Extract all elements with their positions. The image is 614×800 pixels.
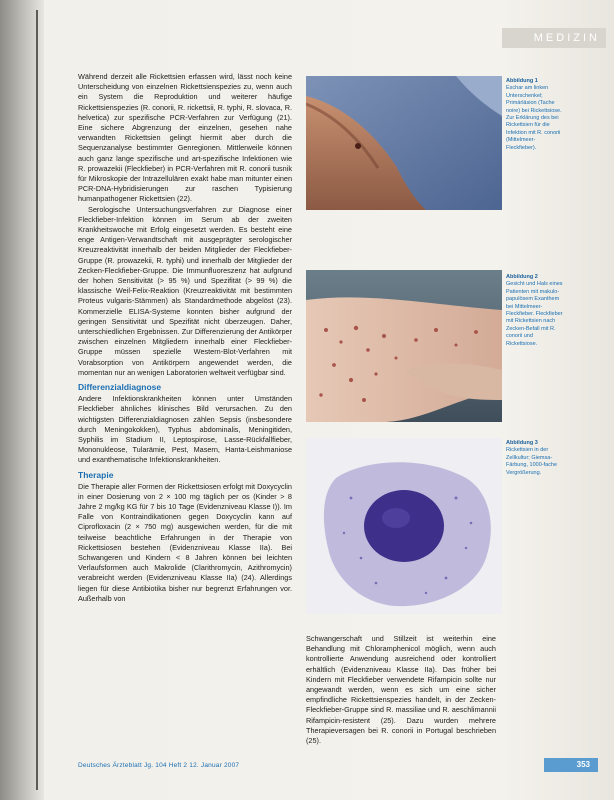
- figure-2-caption: [506, 274, 564, 348]
- paragraph-therapy: Die Therapie aller Formen der Rickettsiosen erfolgt mit Doxycyclin in einer Dosierung von 2 × 100 mg täglich per os (Kinder > 8 Jahre 2 mg/kg KG für 7 bis 10 Tage (Evidenzniveau Klasse I)). Im Falle von Kontraindikationen gegen Doxycyclin kann auf Ciprofloxacin (2 × 750 mg) ausgewichen werden, für die mit teilweise beachtliche Erfahrungen in der Therapie von Rickettsiosen bestehen (Evidenzniveau Klasse IIa). Bei Schwangeren und Kindern < 8 Jahren können bei leichten Verlaufsformen auch Makrolide (Clarithromycin, Azithromycin) verabreicht werden (Evidenzniveau Klasse IIa) (24). Allerdings liegen für diese Antibiotika bisher nur begrenzt Erfahrungen vor. Außerhalb von: [78, 481, 292, 603]
- journal-footer: Deutsches Ärzteblatt Jg. 104 Heft 2 12. Januar 2007: [78, 762, 240, 769]
- page-fold: [36, 10, 38, 790]
- figure-2-text: Gesicht und Hals eines Patienten mit makulo-papulösem Exanthem bei Mittelmeer-Fleckfieber. Fleckfieber mit Rickettsien nach Zecken-Befall mit R. conorii und Rickettsiose.: [506, 281, 563, 347]
- figure-2-image: [306, 270, 502, 422]
- page-number: 353: [544, 758, 598, 772]
- heading-therapy: Therapie: [78, 469, 114, 480]
- section-header: MEDIZIN: [502, 28, 606, 48]
- figure-1-text: Eschar am linken Unterschenkel; Primärläsion (Tache noire) bei Rickettsiose. Zur Erklärung des bei Rickettsien für die Infektion mit R. conorii (Mittelmeer-Fleckfieber).: [506, 85, 562, 151]
- figure-1-title: Abbildung 1: [506, 78, 538, 84]
- figure-1-caption: [506, 78, 564, 152]
- left-text-column: [78, 72, 292, 604]
- paragraph-therapy-continued: Schwangerschaft und Stillzeit ist weiterhin eine Behandlung mit Chloramphenicol möglich, wenn auch kontrollierte Anwendung ausreichend oder kontrolliert erhältlich (Evidenzniveau Klasse IIa). Das früher bei Kindern mit Fleckfieber verwendete Rifampicin sollte nur angewandt werden, wenn es sich um eine sicher empfindliche Rickettsienspezies handelt, in der Zecken-Fleckfieber-Gruppe sind R. massiliae und R. aeschlimannii Rifampicin-resistent (25). Dazu wurden mehrere Therapieversagen bei R. conorii in Portugal beschrieben (25).: [306, 634, 496, 746]
- figure-3-title: Abbildung 3: [506, 440, 538, 446]
- figure-1-image: [306, 76, 502, 210]
- paragraph-differential: Andere Infektionskrankheiten können unter Umständen Fleckfieber ähnliches klinisches Bild verursachen. Zu den wichtigsten Differenzialdiagnosen zählen Sepsis (insbesondere durch Meningokokken), Typhus abdominalis, Meningitiden, Syphilis im Stadium II, Leptospirose, Lasse-Rückfallfieber, Mononukleose, Tularämie, Pest, Masern, Hanta-Leishmaniose und exanthematische Infektionskrankheiten.: [78, 394, 292, 465]
- paragraph-pcr: Während derzeit alle Rickettsien erfassen wird, lässt noch keine Unterscheidung von einzelnen Rickettsienspezies zu, wenn auch ein System die Reproduktion und weiterer häufige Rickettsienspezies (R. conorii, R. rickettsii, R. typhi, R. slovaca, R. helvetica) zur spezifische PCR-Verfahren zur Verfügung (21). Eine sichere Abgrenzung der einzelnen, gesehen nahe verwandten Rickettsien gelingt hiermit aber durch die Sequenzanalyse bestimmter Genregionen. Mittlerweile können auch ganz lange spezifische und art-spezifische Infektionen wie R. prowazekii (Fleckfieber) in PCR-Verfahren mit R. conorii tusnik für Mikroskopie der Intrazellulären exakt habe man mitunter einen PCR-DNA-Hybridisierungen zur raschen Typisierung humanpathogener Rickettsien (22).: [78, 72, 292, 204]
- figure-2-title: Abbildung 2: [506, 274, 538, 280]
- right-text-column: [306, 634, 496, 746]
- paragraph-serology: Serologische Untersuchungsverfahren zur Diagnose einer Fleckfieber-Infektion können im Serum ab der zweiten Krankheitswoche mit Erfolg eingesetzt werden. Es besteht eine enge Antigen-Verwandtschaft mit ausgeprägter serologischer Kreuzreaktivität innerhalb der beiden Mitglieder der Fleckfieber-Gruppe (R. prowazekii, R. typhi) und innerhalb der Mitglieder der Zecken-Fleckfieber-Gruppe. Die Immunfluoreszenz hat aufgrund der hohen Sensitivität (> 95 %) und Spezifität (> 99 %) die klassische Weil-Felix-Reaktion (Kreuzreaktivität mit bestimmten Proteus vulgaris-Stämmen) als Standardmethode abgelöst (23). Kommerzielle ELISA-Systeme konnten bisher aufgrund der geringen Sensitivität und Spezifität nicht überzeugen. Daher, unterschiedlichen Ergebnissen. Zur Differenzierung der Antikörper zwischen einzelnen Mitgliedern innerhalb einer Fleckfieber-Gruppe müssen spezielle Western-Blot-Verfahren mit Vorabsorption von Antikörpern angewendet werden, die momentan nur an wenigen Laboratorien weltweit verfügbar sind.: [78, 204, 292, 377]
- figure-3-image: [306, 438, 502, 614]
- heading-differential-diagnosis: Differenzialdiagnose: [78, 382, 162, 393]
- figure-3-text: Rickettsien in der Zellkultur; Giemsa-Färbung, 1000-fache Vergrößerung.: [506, 447, 558, 476]
- figure-3-caption: [506, 440, 564, 477]
